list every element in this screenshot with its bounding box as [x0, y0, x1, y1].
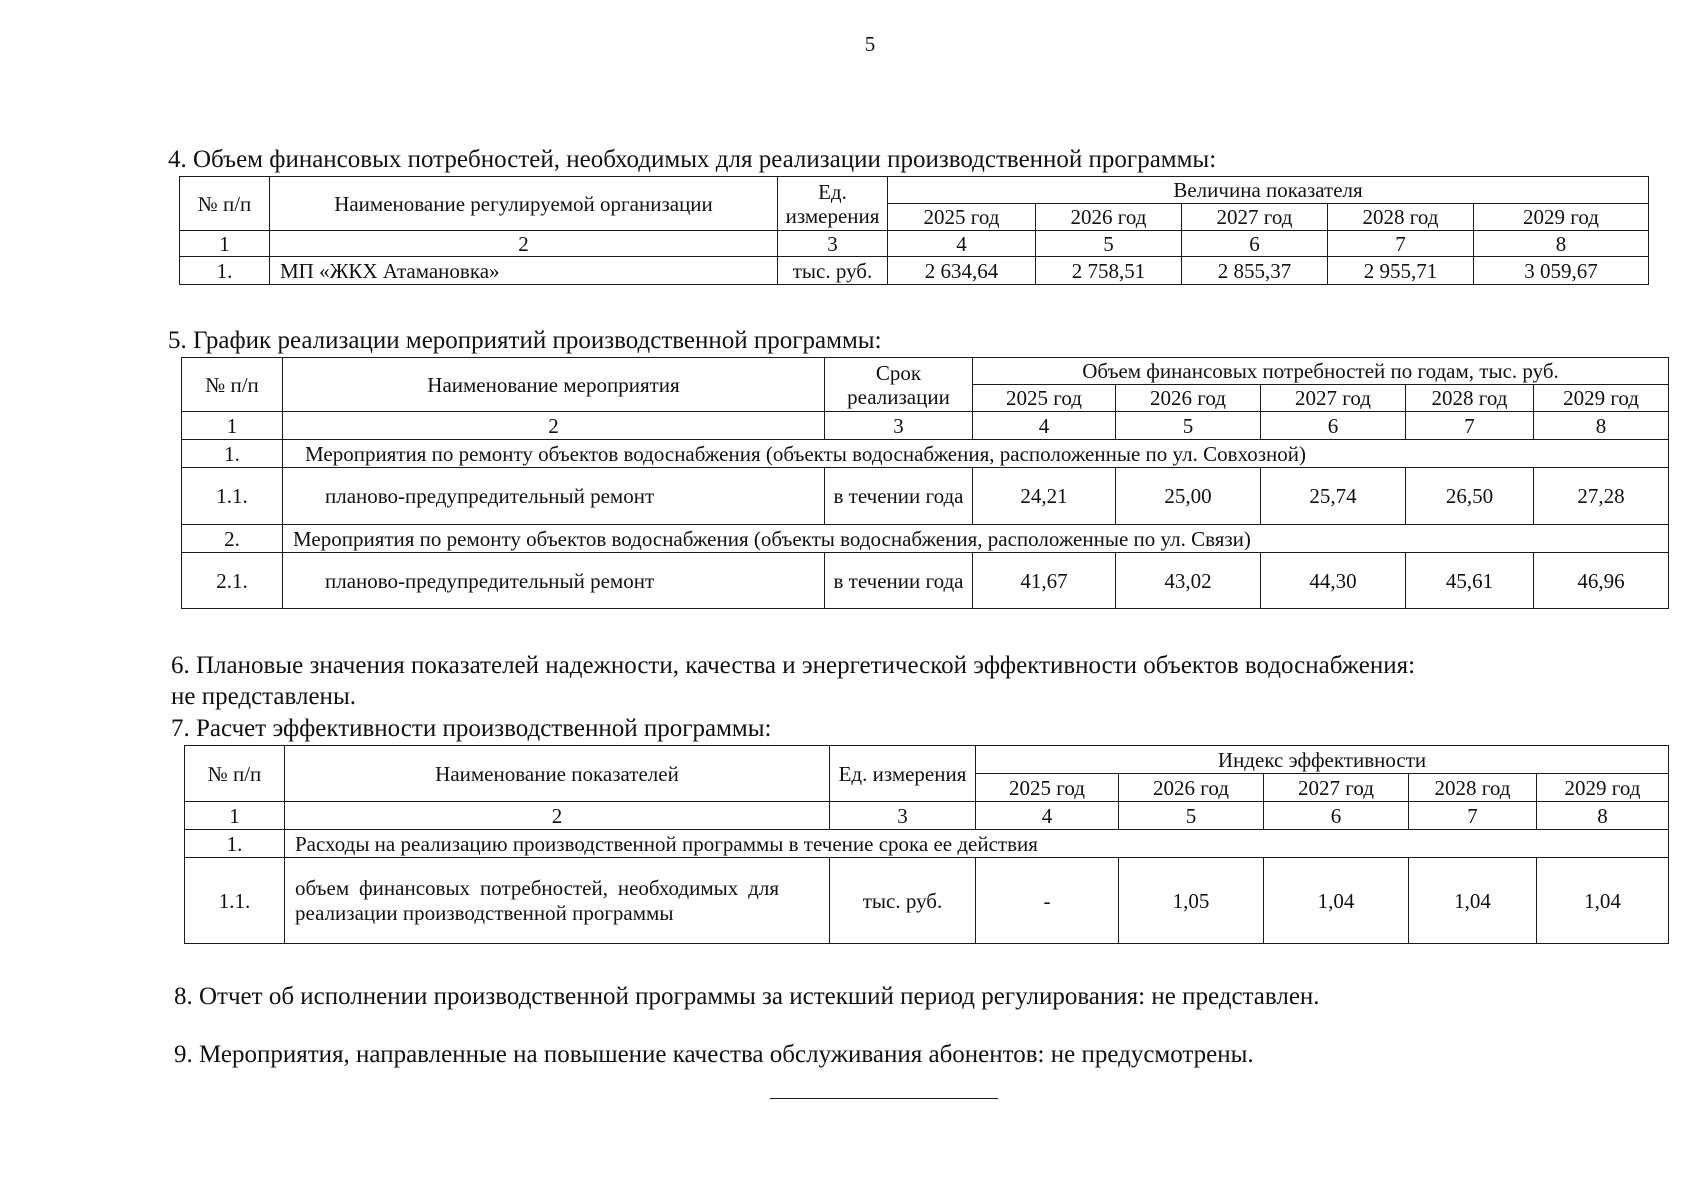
row-num: 1. [180, 257, 270, 285]
header-term: Срок реализации [825, 358, 973, 412]
section-5-heading: 5. График реализации мероприятий производственной программы: [168, 327, 882, 354]
header-year: 2028 год [1409, 774, 1537, 802]
row-num: 1.1. [185, 858, 285, 944]
header-num: № п/п [185, 746, 285, 802]
column-number-row [180, 231, 1649, 257]
value-cell: 1,04 [1537, 858, 1669, 944]
header-year: 2028 год [1406, 385, 1534, 412]
page-number: 5 [864, 32, 876, 56]
header-indicator-name: Наименование показателей [285, 746, 830, 802]
section-6 [171, 650, 1671, 712]
value-cell: 24,21 [973, 468, 1116, 525]
value-cell: 2 758,51 [1036, 257, 1182, 285]
column-number: 2 [270, 231, 778, 257]
column-number: 6 [1182, 231, 1328, 257]
header-year: 2026 год [1116, 385, 1261, 412]
column-number: 3 [830, 802, 976, 830]
header-year: 2025 год [976, 774, 1119, 802]
value-cell: 45,61 [1406, 553, 1534, 609]
value-cell: 25,74 [1261, 468, 1406, 525]
column-number: 2 [285, 802, 830, 830]
header-unit: Ед. измерения [830, 746, 976, 802]
column-number: 6 [1261, 412, 1406, 440]
term-cell: в течении года [825, 553, 973, 609]
term-cell: в течении года [825, 468, 973, 525]
value-cell: 26,50 [1406, 468, 1534, 525]
value-cell: 1,04 [1264, 858, 1409, 944]
value-cell: 44,30 [1261, 553, 1406, 609]
header-org-name: Наименование регулируемой организации [270, 177, 778, 231]
group-title: Мероприятия по ремонту объектов водоснабжения (объекты водоснабжения, расположенные по ул. Совхозной) [283, 440, 1669, 468]
row-num: 1.1. [182, 468, 283, 525]
section-9: 9. Мероприятия, направленные на повышение качества обслуживания абонентов: не предусмотрены. [174, 1041, 1254, 1068]
closing-rule [770, 1098, 998, 1099]
header-year: 2025 год [973, 385, 1116, 412]
column-number: 5 [1116, 412, 1261, 440]
group-title: Мероприятия по ремонту объектов водоснабжения (объекты водоснабжения, расположенные по ул. Связи) [283, 525, 1669, 553]
column-number: 3 [825, 412, 973, 440]
header-unit: Ед. измерения [778, 177, 888, 231]
header-year: 2029 год [1537, 774, 1669, 802]
value-cell: 2 855,37 [1182, 257, 1328, 285]
column-number: 7 [1409, 802, 1537, 830]
value-cell: 46,96 [1534, 553, 1669, 609]
header-year: 2028 год [1328, 204, 1474, 231]
column-number: 3 [778, 231, 888, 257]
column-number: 5 [1036, 231, 1182, 257]
efficiency-table [184, 745, 1669, 944]
column-number: 1 [182, 412, 283, 440]
section-6-line-1: 6. Плановые значения показателей надежности, качества и энергетической эффективности объектов водоснабжения: [171, 652, 1416, 679]
column-number: 1 [185, 802, 285, 830]
group-row [185, 830, 1669, 858]
value-cell: 1,05 [1119, 858, 1264, 944]
table-row [182, 553, 1669, 609]
value-cell: 2 955,71 [1328, 257, 1474, 285]
header-num: № п/п [180, 177, 270, 231]
column-number: 1 [180, 231, 270, 257]
section-4-heading: 4. Объем финансовых потребностей, необходимых для реализации производственной программы: [168, 146, 1217, 173]
header-year: 2029 год [1534, 385, 1669, 412]
table-row [182, 468, 1669, 525]
row-unit: тыс. руб. [778, 257, 888, 285]
header-financial-needs: Объем финансовых потребностей по годам, тыс. руб. [973, 358, 1669, 385]
value-cell: 2 634,64 [888, 257, 1036, 285]
section-6-line-2: не представлены. [171, 683, 356, 710]
table-row [185, 858, 1669, 944]
header-year: 2026 год [1119, 774, 1264, 802]
column-number: 7 [1328, 231, 1474, 257]
column-number-row [185, 802, 1669, 830]
column-number: 4 [888, 231, 1036, 257]
column-number: 8 [1537, 802, 1669, 830]
header-num: № п/п [182, 358, 283, 412]
group-num: 2. [182, 525, 283, 553]
column-number: 5 [1119, 802, 1264, 830]
row-unit: тыс. руб. [830, 858, 976, 944]
value-cell: 41,67 [973, 553, 1116, 609]
row-num: 2.1. [182, 553, 283, 609]
column-number-row [182, 412, 1669, 440]
value-cell: 25,00 [1116, 468, 1261, 525]
section-7-heading: 7. Расчет эффективности производственной программы: [171, 715, 772, 742]
group-num: 1. [185, 830, 285, 858]
header-year: 2027 год [1261, 385, 1406, 412]
activity-name: планово-предупредительный ремонт [283, 468, 825, 525]
org-name: МП «ЖКХ Атамановка» [270, 257, 778, 285]
header-efficiency-index: Индекс эффективности [976, 746, 1669, 774]
group-title: Расходы на реализацию производственной программы в течение срока ее действия [285, 830, 1669, 858]
indicator-name: объем финансовых потребностей, необходимых для реализации производственной программы [285, 858, 830, 944]
column-number: 4 [973, 412, 1116, 440]
header-indicator-value: Величина показателя [888, 177, 1649, 204]
column-number: 8 [1534, 412, 1669, 440]
column-number: 8 [1474, 231, 1649, 257]
column-number: 6 [1264, 802, 1409, 830]
activity-name: планово-предупредительный ремонт [283, 553, 825, 609]
column-number: 4 [976, 802, 1119, 830]
table-row [180, 257, 1649, 285]
section-8: 8. Отчет об исполнении производственной программы за истекший период регулирования: не представлен. [174, 983, 1320, 1010]
header-year: 2029 год [1474, 204, 1649, 231]
value-cell: 27,28 [1534, 468, 1669, 525]
column-number: 7 [1406, 412, 1534, 440]
group-row [182, 440, 1669, 468]
header-year: 2027 год [1182, 204, 1328, 231]
header-activity-name: Наименование мероприятия [283, 358, 825, 412]
value-cell: 3 059,67 [1474, 257, 1649, 285]
activities-schedule-table [181, 357, 1669, 609]
header-year: 2026 год [1036, 204, 1182, 231]
value-cell: 1,04 [1409, 858, 1537, 944]
financial-needs-table [179, 176, 1649, 285]
group-num: 1. [182, 440, 283, 468]
header-year: 2027 год [1264, 774, 1409, 802]
value-cell: - [976, 858, 1119, 944]
group-row [182, 525, 1669, 553]
header-year: 2025 год [888, 204, 1036, 231]
column-number: 2 [283, 412, 825, 440]
value-cell: 43,02 [1116, 553, 1261, 609]
